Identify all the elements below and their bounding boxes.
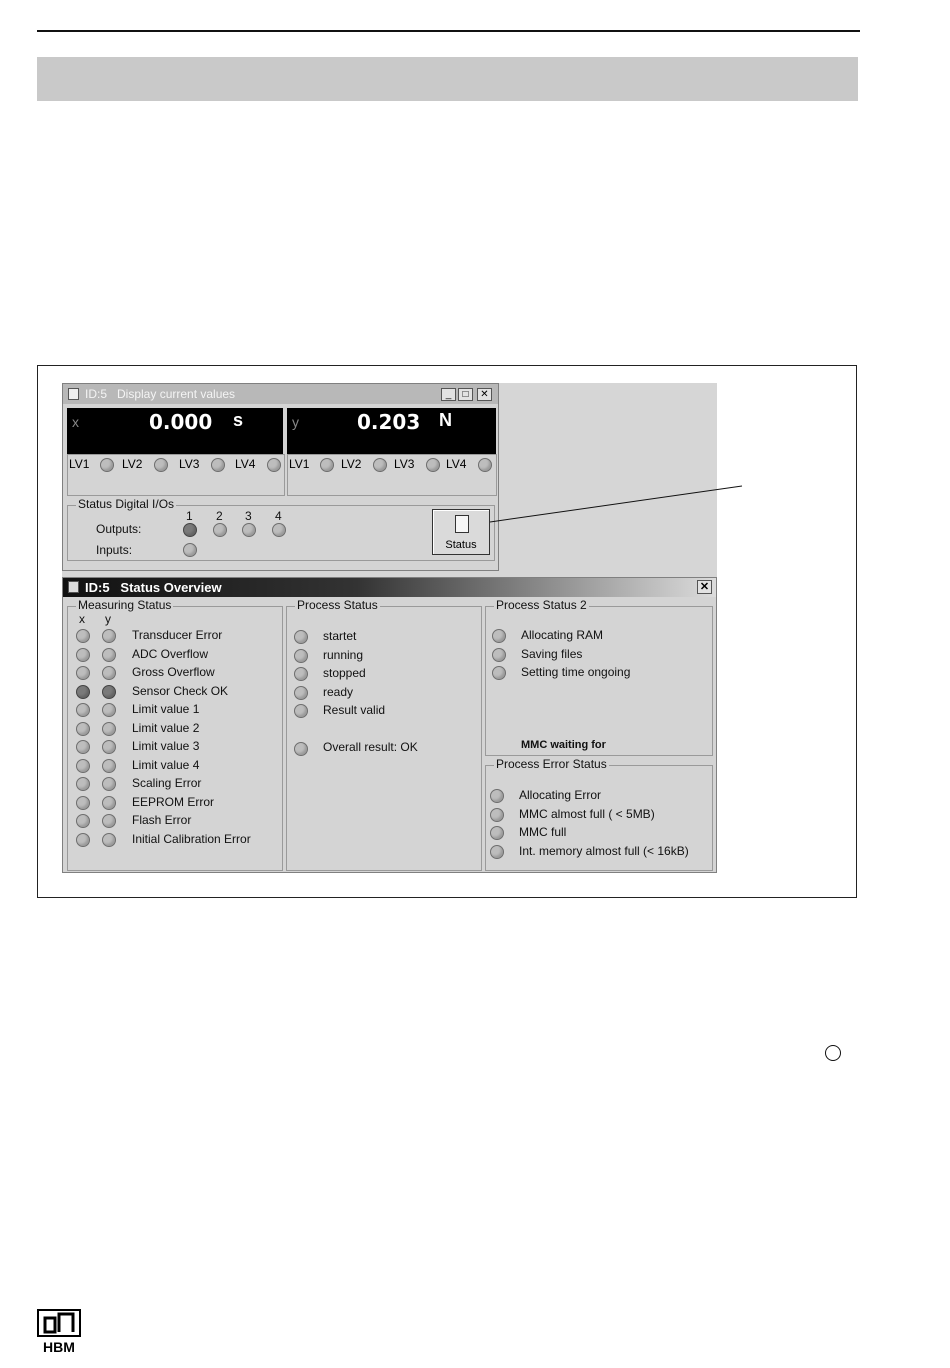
y-column-label: y xyxy=(105,612,111,626)
status-led xyxy=(294,649,308,663)
close-button[interactable]: ✕ xyxy=(477,388,492,401)
maximize-button[interactable]: □ xyxy=(458,388,473,401)
y-axis-label: y xyxy=(292,414,299,430)
measuring-status-item: Flash Error xyxy=(132,813,192,827)
status-led-x xyxy=(76,648,90,662)
process-error-status-title: Process Error Status xyxy=(496,757,607,771)
lv1-label: LV1 xyxy=(69,457,90,471)
close-button[interactable]: ✕ xyxy=(697,580,712,594)
process-error-status-item: MMC full xyxy=(519,825,567,839)
logo-text: HBM xyxy=(43,1339,75,1355)
process-error-status-item: Allocating Error xyxy=(519,788,602,802)
status-button[interactable] xyxy=(432,509,490,555)
x-limit-values-row xyxy=(67,454,285,496)
measuring-status-item: Sensor Check OK xyxy=(132,683,229,698)
overall-result-label: Overall result: OK xyxy=(323,740,418,754)
status-led-x xyxy=(76,629,90,643)
digital-io-title: Status Digital I/Os xyxy=(78,497,175,511)
y-value: 0.203 xyxy=(357,410,421,434)
process-status-2-group xyxy=(485,598,713,756)
io-number-2: 2 xyxy=(216,509,223,523)
measuring-status-item: Initial Calibration Error xyxy=(132,831,251,846)
status-led-x xyxy=(76,796,90,810)
status-led xyxy=(490,789,504,803)
measuring-status-item: ADC Overflow xyxy=(132,646,209,661)
lv1-led xyxy=(100,458,114,472)
document-icon xyxy=(455,515,469,533)
status-led-y xyxy=(102,796,116,810)
status-led xyxy=(294,704,308,718)
process-status-item: stopped xyxy=(323,666,366,680)
lv3-led xyxy=(211,458,225,472)
page-circle-mark xyxy=(825,1045,841,1061)
process-status-2-item: Setting time ongoing xyxy=(521,665,631,679)
measuring-status-item: Transducer Error xyxy=(132,628,223,642)
lv3-label: LV3 xyxy=(394,457,415,471)
minimize-button[interactable]: _ xyxy=(441,388,456,401)
output-4-led xyxy=(272,523,286,537)
process-status-item: Result valid xyxy=(323,703,386,717)
status-led-y xyxy=(102,685,116,699)
measuring-status-group xyxy=(67,598,283,871)
measuring-status-item: Limit value 4 xyxy=(132,757,200,772)
lv4-label: LV4 xyxy=(446,457,467,471)
status-window-titlebar[interactable] xyxy=(63,578,716,597)
lv2-led xyxy=(373,458,387,472)
status-led xyxy=(492,629,506,643)
y-limit-values-row xyxy=(287,454,497,496)
measuring-status-item: EEPROM Error xyxy=(132,794,215,809)
status-led-x xyxy=(76,666,90,680)
status-window-title: ID:5 Status Overview xyxy=(85,580,222,595)
lv4-label: LV4 xyxy=(235,457,256,471)
x-readout xyxy=(67,408,283,454)
status-led xyxy=(492,666,506,680)
status-led-y xyxy=(102,666,116,680)
status-led-x xyxy=(76,759,90,773)
lv4-led xyxy=(478,458,492,472)
status-led-y xyxy=(102,814,116,828)
process-status-2-title: Process Status 2 xyxy=(496,598,587,612)
process-status-item: running xyxy=(323,647,364,662)
process-status-2-item: Saving files xyxy=(521,646,583,661)
lv2-label: LV2 xyxy=(122,457,143,471)
status-led xyxy=(490,826,504,840)
y-readout xyxy=(287,408,496,454)
status-led-x xyxy=(76,814,90,828)
lv3-led xyxy=(426,458,440,472)
process-status-group xyxy=(286,598,482,871)
status-led xyxy=(294,667,308,681)
x-column-label: x xyxy=(79,612,85,626)
process-status-item: startet xyxy=(323,629,357,643)
input-1-led xyxy=(183,543,197,557)
process-status-item: ready xyxy=(323,684,354,699)
measuring-status-title: Measuring Status xyxy=(78,598,172,612)
status-button-label: Status xyxy=(445,539,477,551)
x-axis-label: x xyxy=(72,414,79,430)
status-led-x xyxy=(76,703,90,717)
display-window-title: ID:5 Display current values xyxy=(85,387,236,401)
process-status-title: Process Status xyxy=(297,598,378,612)
status-led-x xyxy=(76,833,90,847)
io-number-4: 4 xyxy=(275,509,282,523)
status-overview-window xyxy=(62,577,717,873)
overall-result-led xyxy=(294,742,308,756)
status-led-x xyxy=(76,740,90,754)
status-led-y xyxy=(102,629,116,643)
display-current-values-window xyxy=(62,383,499,571)
header-bar xyxy=(37,57,858,101)
process-status-2-item: Allocating RAM xyxy=(521,628,604,642)
process-error-status-group xyxy=(485,757,713,871)
inputs-label: Inputs: xyxy=(96,543,133,557)
io-number-3: 3 xyxy=(245,509,252,523)
y-unit: N xyxy=(439,410,452,430)
output-1-led xyxy=(183,523,197,537)
status-led xyxy=(294,686,308,700)
lv2-led xyxy=(154,458,168,472)
status-led-x xyxy=(76,777,90,791)
status-led-y xyxy=(102,703,116,717)
measuring-status-item: Limit value 3 xyxy=(132,739,200,753)
digital-io-group xyxy=(67,497,495,561)
window-icon xyxy=(68,581,79,593)
process-error-status-item: Int. memory almost full (< 16kB) xyxy=(519,843,689,858)
status-led xyxy=(294,630,308,644)
io-number-1: 1 xyxy=(186,509,193,523)
output-3-led xyxy=(242,523,256,537)
status-led-y xyxy=(102,740,116,754)
outputs-label: Outputs: xyxy=(96,522,142,536)
x-unit: s xyxy=(233,410,244,430)
status-led xyxy=(490,845,504,859)
lv1-label: LV1 xyxy=(289,457,310,471)
status-led xyxy=(492,648,506,662)
lv2-label: LV2 xyxy=(341,457,362,471)
measuring-status-item: Limit value 2 xyxy=(132,720,200,735)
measuring-status-item: Limit value 1 xyxy=(132,702,200,716)
status-led xyxy=(490,808,504,822)
lv4-led xyxy=(267,458,281,472)
status-led-y xyxy=(102,777,116,791)
status-led-y xyxy=(102,722,116,736)
measuring-status-item: Gross Overflow xyxy=(132,665,215,679)
status-led-y xyxy=(102,759,116,773)
process-error-status-item: MMC almost full ( < 5MB) xyxy=(519,806,655,821)
lv1-led xyxy=(320,458,334,472)
measuring-status-item: Scaling Error xyxy=(132,776,202,790)
hbm-logo xyxy=(37,1309,81,1355)
status-led-y xyxy=(102,833,116,847)
status-led-x xyxy=(76,685,90,699)
status-led-x xyxy=(76,722,90,736)
mmc-waiting-note: MMC waiting for xyxy=(521,739,606,751)
output-2-led xyxy=(213,523,227,537)
page-top-rule xyxy=(37,30,860,32)
window-icon xyxy=(68,388,79,400)
status-led-y xyxy=(102,648,116,662)
display-window-titlebar[interactable] xyxy=(63,384,498,404)
x-value: 0.000 xyxy=(149,410,213,434)
lv3-label: LV3 xyxy=(179,457,200,471)
